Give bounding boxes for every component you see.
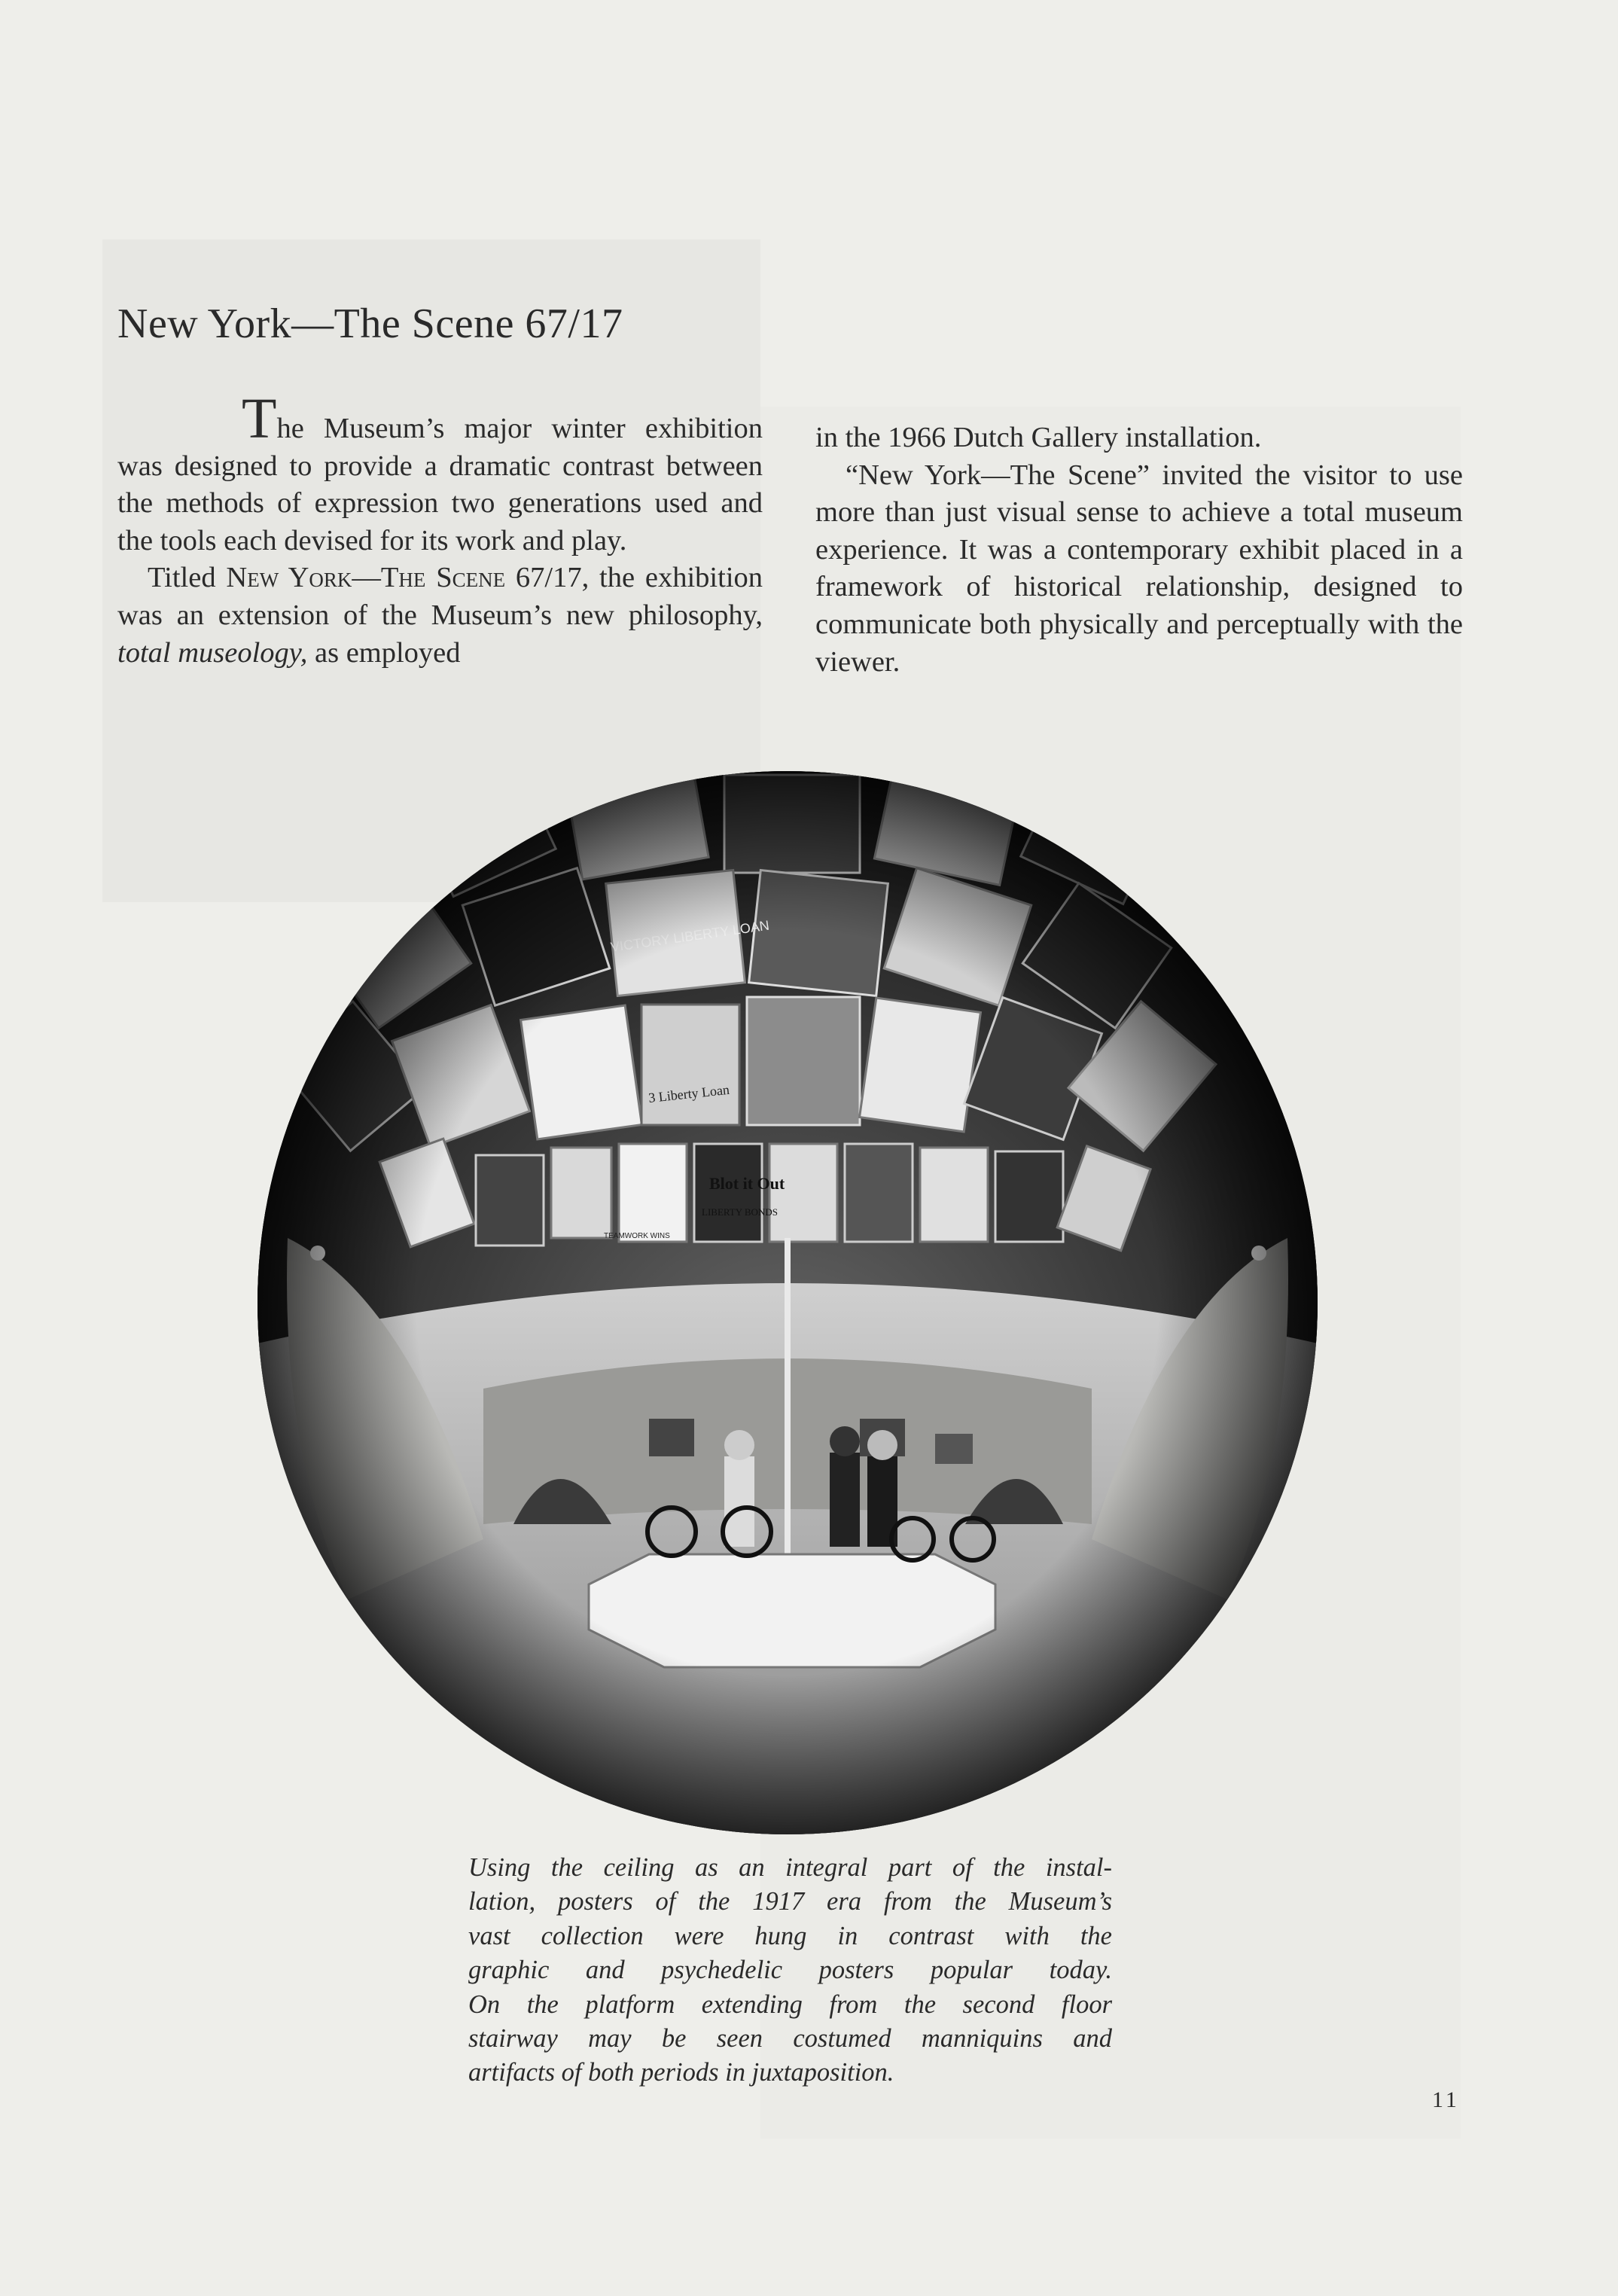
right-text-column bbox=[815, 419, 1463, 681]
photo-caption bbox=[468, 1851, 1112, 2090]
second-paragraph-middle: 67/17, the exhibition was an extension of the Museum’s new philosophy, bbox=[117, 562, 763, 631]
third-paragraph: “New York—The Scene” invited the visitor to use more than just visual sense to achieve a total museum experience. It was a contemporary exhibit placed in a framework of historical relationship, designed to communicate both physically and perceptually with the viewer. bbox=[815, 459, 1463, 678]
second-paragraph bbox=[117, 560, 763, 672]
second-paragraph-start: Titled bbox=[148, 562, 227, 594]
intro-paragraph bbox=[117, 387, 763, 560]
second-paragraph-end: as employed bbox=[307, 636, 461, 669]
caption-line: stairway may be seen costumed manniquins and bbox=[468, 2024, 1112, 2054]
photo-illustration bbox=[257, 771, 1318, 1834]
caption-line: Using the ceiling as an integral part of the instal- bbox=[468, 1853, 1112, 1882]
caption-line: graphic and psychedelic posters popular today. bbox=[468, 1956, 1112, 1985]
continued-paragraph: in the 1966 Dutch Gallery installation. bbox=[815, 422, 1262, 453]
drop-cap: T bbox=[242, 387, 277, 450]
caption-line: artifacts of both periods in juxtaposition. bbox=[468, 2058, 894, 2087]
caption-line: vast collection were hung in contrast with the bbox=[468, 1921, 1112, 1950]
page-title: New York—The Scene 67/17 bbox=[117, 300, 623, 347]
fisheye-gallery-photo bbox=[257, 771, 1318, 1834]
caption-line: On the platform extending from the second floor bbox=[468, 1990, 1112, 2019]
caption-line: lation, posters of the 1917 era from the Museum’s bbox=[468, 1887, 1112, 1916]
left-text-column bbox=[117, 387, 763, 672]
exhibition-name: New York—The Scene bbox=[226, 562, 506, 594]
intro-paragraph-text: he Museum’s major winter exhibition was designed to provide a dramatic contrast between the methods of expression two generations used and the tools each devised for its work and play. bbox=[117, 413, 763, 556]
page-number: 11 bbox=[1432, 2087, 1460, 2112]
total-museology-term: total museology, bbox=[117, 636, 308, 669]
